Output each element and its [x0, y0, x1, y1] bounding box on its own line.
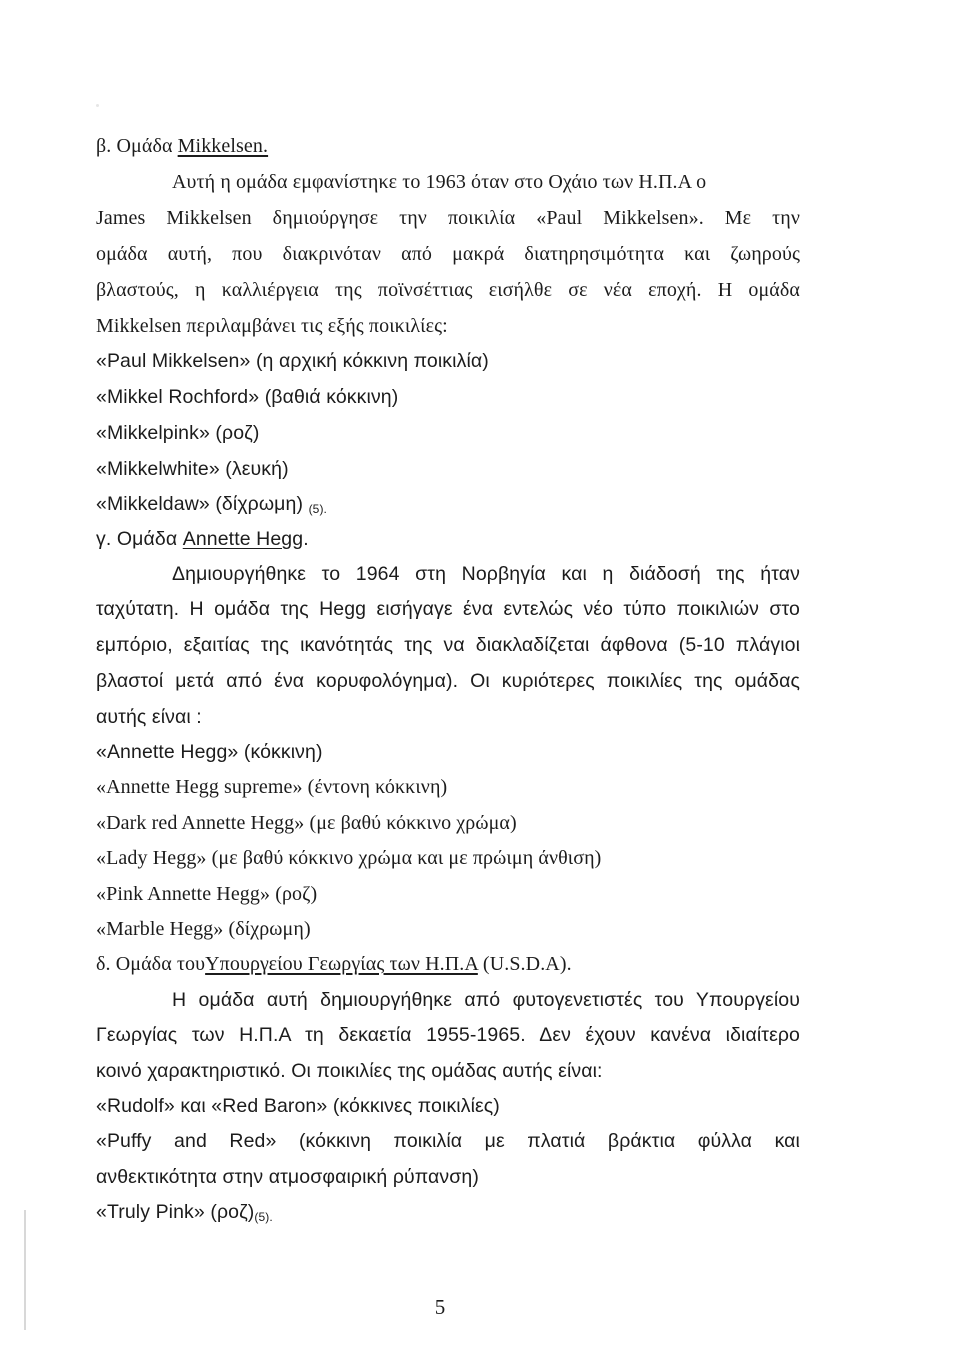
reference-marker: (5). [308, 502, 327, 516]
variety-item: «Rudolf» και «Red Baron» (κόκκινες ποικιλίες) [96, 1095, 500, 1117]
reference-marker: (5). [254, 1210, 273, 1224]
section-b-line-4: βλαστούς, η καλλιέργεια της ποϊνσέττιας εισήλθε σε νέα εποχή. Η ομάδα [96, 279, 800, 301]
section-b-line-2: James Mikkelsen δημιούργησε την ποικιλία «Paul Mikkelsen». Με την [96, 207, 800, 229]
section-d-heading: δ. Ομάδα τουΥπουργείου Γεωργίας των Η.Π.Α (U.S.D.A). [96, 953, 572, 975]
variety-item: «Annette Hegg» (κόκκινη) [96, 741, 323, 763]
variety-item: «Marble Hegg» (δίχρωμη) [96, 918, 311, 940]
section-c-heading: γ. Ομάδα Annette Hegg. [96, 528, 309, 550]
section-c-line-5: αυτής είναι : [96, 706, 202, 728]
variety-item: «Lady Hegg» (με βαθύ κόκκινο χρώμα και με πρώιμη άνθιση) [96, 847, 602, 869]
variety-item: «Mikkelpink» (ροζ) [96, 422, 260, 444]
scan-edge-line [24, 1210, 26, 1330]
section-c-line-4: βλαστοί μετά από ένα κορυφολόγημα). Οι κυριότερες ποικιλίες της ομάδας [96, 670, 800, 692]
section-d-line-2: Γεωργίας των Η.Π.Α τη δεκαετία 1955-1965. Δεν έχουν κανένα ιδιαίτερο [96, 1024, 800, 1046]
section-b-line-5: Mikkelsen περιλαμβάνει τις εξής ποικιλίες: [96, 315, 448, 337]
section-b-line-1: Αυτή η ομάδα εμφανίστηκε το 1963 όταν στο Οχάιο των Η.Π.Α ο [172, 171, 707, 193]
section-c-line-2: ταχύτατη. Η ομάδα της Hegg εισήγαγε ένα εντελώς νέο τύπο ποικιλιών στο [96, 598, 800, 620]
section-d-title-link: Υπουργείου Γεωργίας των Η.Π.Α [205, 953, 478, 975]
section-c-line-3: εμπόριο, εξαιτίας της ικανότητάς της να διακλαδίζεται άφθονα (5-10 πλάγιοι [96, 634, 800, 656]
variety-item: «Paul Mikkelsen» (η αρχική κόκκινη ποικιλία) [96, 350, 489, 372]
variety-item-cont: ανθεκτικότητα στην ατμοσφαιρική ρύπανση) [96, 1166, 479, 1188]
page-number: 5 [434, 1295, 446, 1319]
scan-speck [96, 104, 99, 107]
section-c-title-link: Annette Hegg [182, 528, 304, 550]
section-b-title-link: Mikkelsen. [177, 135, 269, 157]
variety-item-last: «Mikkeldaw» (δίχρωμη) (5). [96, 493, 327, 516]
section-b-heading: β. Ομάδα Mikkelsen. [96, 135, 269, 157]
section-d-line-3: κοινό χαρακτηριστικό. Οι ποικιλίες της ομάδας αυτής είναι: [96, 1060, 603, 1082]
variety-item: «Pink Annette Hegg» (ροζ) [96, 883, 318, 905]
section-d-line-1: Η ομάδα αυτή δημιουργήθηκε από φυτογενετιστές του Υπουργείου [172, 989, 800, 1011]
variety-item: «Mikkelwhite» (λευκή) [96, 458, 289, 480]
section-c-line-1: Δημιουργήθηκε το 1964 στη Νορβηγία και η διάδοσή της ήταν [172, 563, 800, 585]
variety-item: «Mikkel Rochford» (βαθιά κόκκινη) [96, 386, 399, 408]
variety-item: «Dark red Annette Hegg» (με βαθύ κόκκινο χρώμα) [96, 812, 517, 834]
variety-item-last: «Truly Pink» (ροζ)(5). [96, 1201, 273, 1224]
section-b-line-3: ομάδα αυτή, που διακρινόταν από μακρά διατηρησιμότητα και ζωηρούς [96, 243, 800, 265]
variety-item: «Annette Hegg supreme» (έντονη κόκκινη) [96, 776, 448, 798]
variety-item: «Puffy and Red» (κόκκινη ποικιλία με πλατιά βράκτια φύλλα και [96, 1130, 800, 1152]
